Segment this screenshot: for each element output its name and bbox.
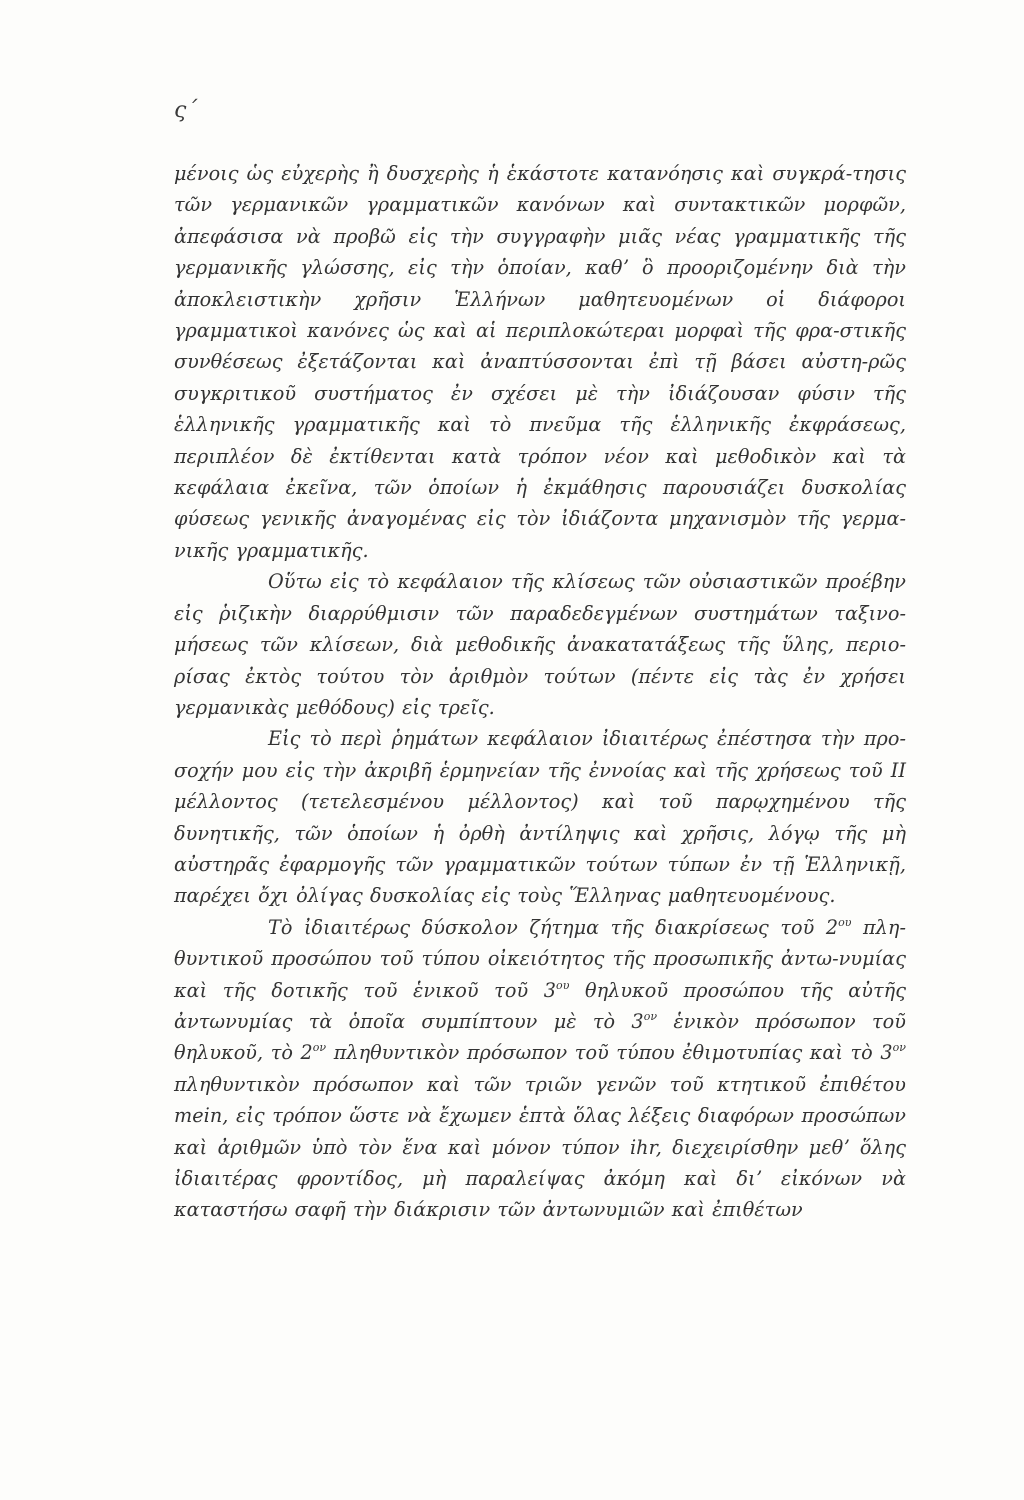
paragraph-4-part-a: Τὸ ἰδιαιτέρως δύσκολον ζήτημα τῆς διακρίσεως τοῦ 2 bbox=[268, 915, 839, 939]
paragraph-4-part-c: θηλυκοῦ προσώπου τῆς αὐτῆς ἀντωνυμίας τὰ ὁποῖα συμπίπτουν μὲ τὸ 3 bbox=[174, 978, 906, 1033]
ordinal-superscript: ου bbox=[838, 915, 852, 929]
ordinal-superscript: ου bbox=[556, 978, 570, 992]
paragraph-4 bbox=[174, 912, 906, 1226]
ordinal-superscript: ον bbox=[643, 1009, 658, 1023]
paragraph-4-part-f: πληθυντικὸν πρόσωπον καὶ τῶν τριῶν γενῶν τοῦ κτητικοῦ ἐπιθέτου mein, εἰς τρόπον ὥστε νὰ ἔχωμεν ἑπτὰ ὅλας λέξεις διαφόρων προσώπων καὶ ἀριθμῶν ὑπὸ τὸν ἕνα καὶ μόνον τύπον ihr, διεχειρίσθην μεθʼ ὅλης ἰδιαιτέρας φροντίδος, μὴ παραλείψας ἀκόμη καὶ διʼ εἰκόνων νὰ καταστήσω σαφῆ τὴν διάκρισιν τῶν ἀντωνυμιῶν καὶ ἐπιθέτων bbox=[174, 1072, 906, 1222]
paragraph-2: Οὕτω εἰς τὸ κεφάλαιον τῆς κλίσεως τῶν οὐσιαστικῶν προέβην εἰς ῥιζικὴν διαρρύθμισιν τῶν παραδεδεγμένων συστημάτων ταξινο-μήσεως τῶν κλίσεων, διὰ μεθοδικῆς ἀνακατατάξεως τῆς ὕλης, περιο-ρίσας ἐκτὸς τούτου τὸν ἀριθμὸν τούτων (πέντε εἰς τὰς ἐν χρήσει γερμανικὰς μεθόδους) εἰς τρεῖς. bbox=[174, 570, 906, 719]
page-number: ς΄ bbox=[174, 98, 198, 123]
body-text bbox=[174, 158, 906, 1226]
paragraph-4-part-e: πληθυντικὸν πρόσωπον τοῦ τύπου ἐθιμοτυπίας καὶ τὸ 3 bbox=[326, 1041, 893, 1065]
paragraph-1: μένοις ὡς εὐχερὴς ἢ δυσχερὴς ἡ ἑκάστοτε κατανόησις καὶ συγκρά-τησις τῶν γερμανικῶν γραμματικῶν κανόνων καὶ συντακτικῶν μορφῶν, ἀπεφάσισα νὰ προβῶ εἰς τὴν συγγραφὴν μιᾶς νέας γραμματικῆς τῆς γερμανικῆς γλώσσης, εἰς τὴν ὁποίαν, καθʼ ὃ προοριζομένην διὰ τὴν ἀποκλειστικὴν χρῆσιν Ἑλλήνων μαθητευομένων οἱ διάφοροι γραμματικοὶ κανόνες ὡς καὶ αἱ περιπλοκώτεραι μορφαὶ τῆς φρα-στικῆς συνθέσεως ἐξετάζονται καὶ ἀναπτύσσονται ἐπὶ τῇ βάσει αὐστη-ρῶς συγκριτικοῦ συστήματος ἐν σχέσει μὲ τὴν ἰδιάζουσαν φύσιν τῆς ἑλληνικῆς γραμματικῆς καὶ τὸ πνεῦμα τῆς ἑλληνικῆς ἐκφράσεως, περιπλέον δὲ ἐκτίθενται κατὰ τρόπον νέον καὶ μεθοδικὸν καὶ τὰ κεφάλαια ἐκεῖνα, τῶν ὁποίων ἡ ἐκμάθησις παρουσιάζει δυσκολίας φύσεως γενικῆς ἀναγομένας εἰς τὸν ἰδιάζοντα μηχανισμὸν τῆς γερμα-νικῆς γραμματικῆς. bbox=[174, 162, 906, 562]
ordinal-superscript: ον bbox=[312, 1041, 327, 1055]
paragraph-3: Εἰς τὸ περὶ ῥημάτων κεφάλαιον ἰδιαιτέρως ἐπέστησα τὴν προ-σοχήν μου εἰς τὴν ἀκριβῆ ἑρμηνείαν τῆς ἐννοίας καὶ τῆς χρήσεως τοῦ ΙΙ μέλλοντος (τετελεσμένου μέλλοντος) καὶ τοῦ παρῳχημένου τῆς δυνητικῆς, τῶν ὁποίων ἡ ὀρθὴ ἀντίληψις καὶ χρῆσις, λόγῳ τῆς μὴ αὐστηρᾶς ἐφαρμογῆς τῶν γραμματικῶν τούτων τύπων ἐν τῇ Ἑλληνικῇ, παρέχει ὄχι ὀλίγας δυσκολίας εἰς τοὺς Ἕλληνας μαθητευομένους. bbox=[174, 727, 906, 908]
paragraph-4-part-d: ἑνικὸν πρόσωπον τοῦ θηλυκοῦ, τὸ 2 bbox=[174, 1009, 906, 1065]
paragraph-4-part-b: πλη-θυντικοῦ προσώπου τοῦ τύπου οἰκειότητος τῆς προσωπικῆς ἀντω-νυμίας καὶ τῆς δοτικῆς τοῦ ἑνικοῦ τοῦ 3 bbox=[174, 915, 906, 1002]
ordinal-superscript: ον bbox=[892, 1041, 906, 1055]
